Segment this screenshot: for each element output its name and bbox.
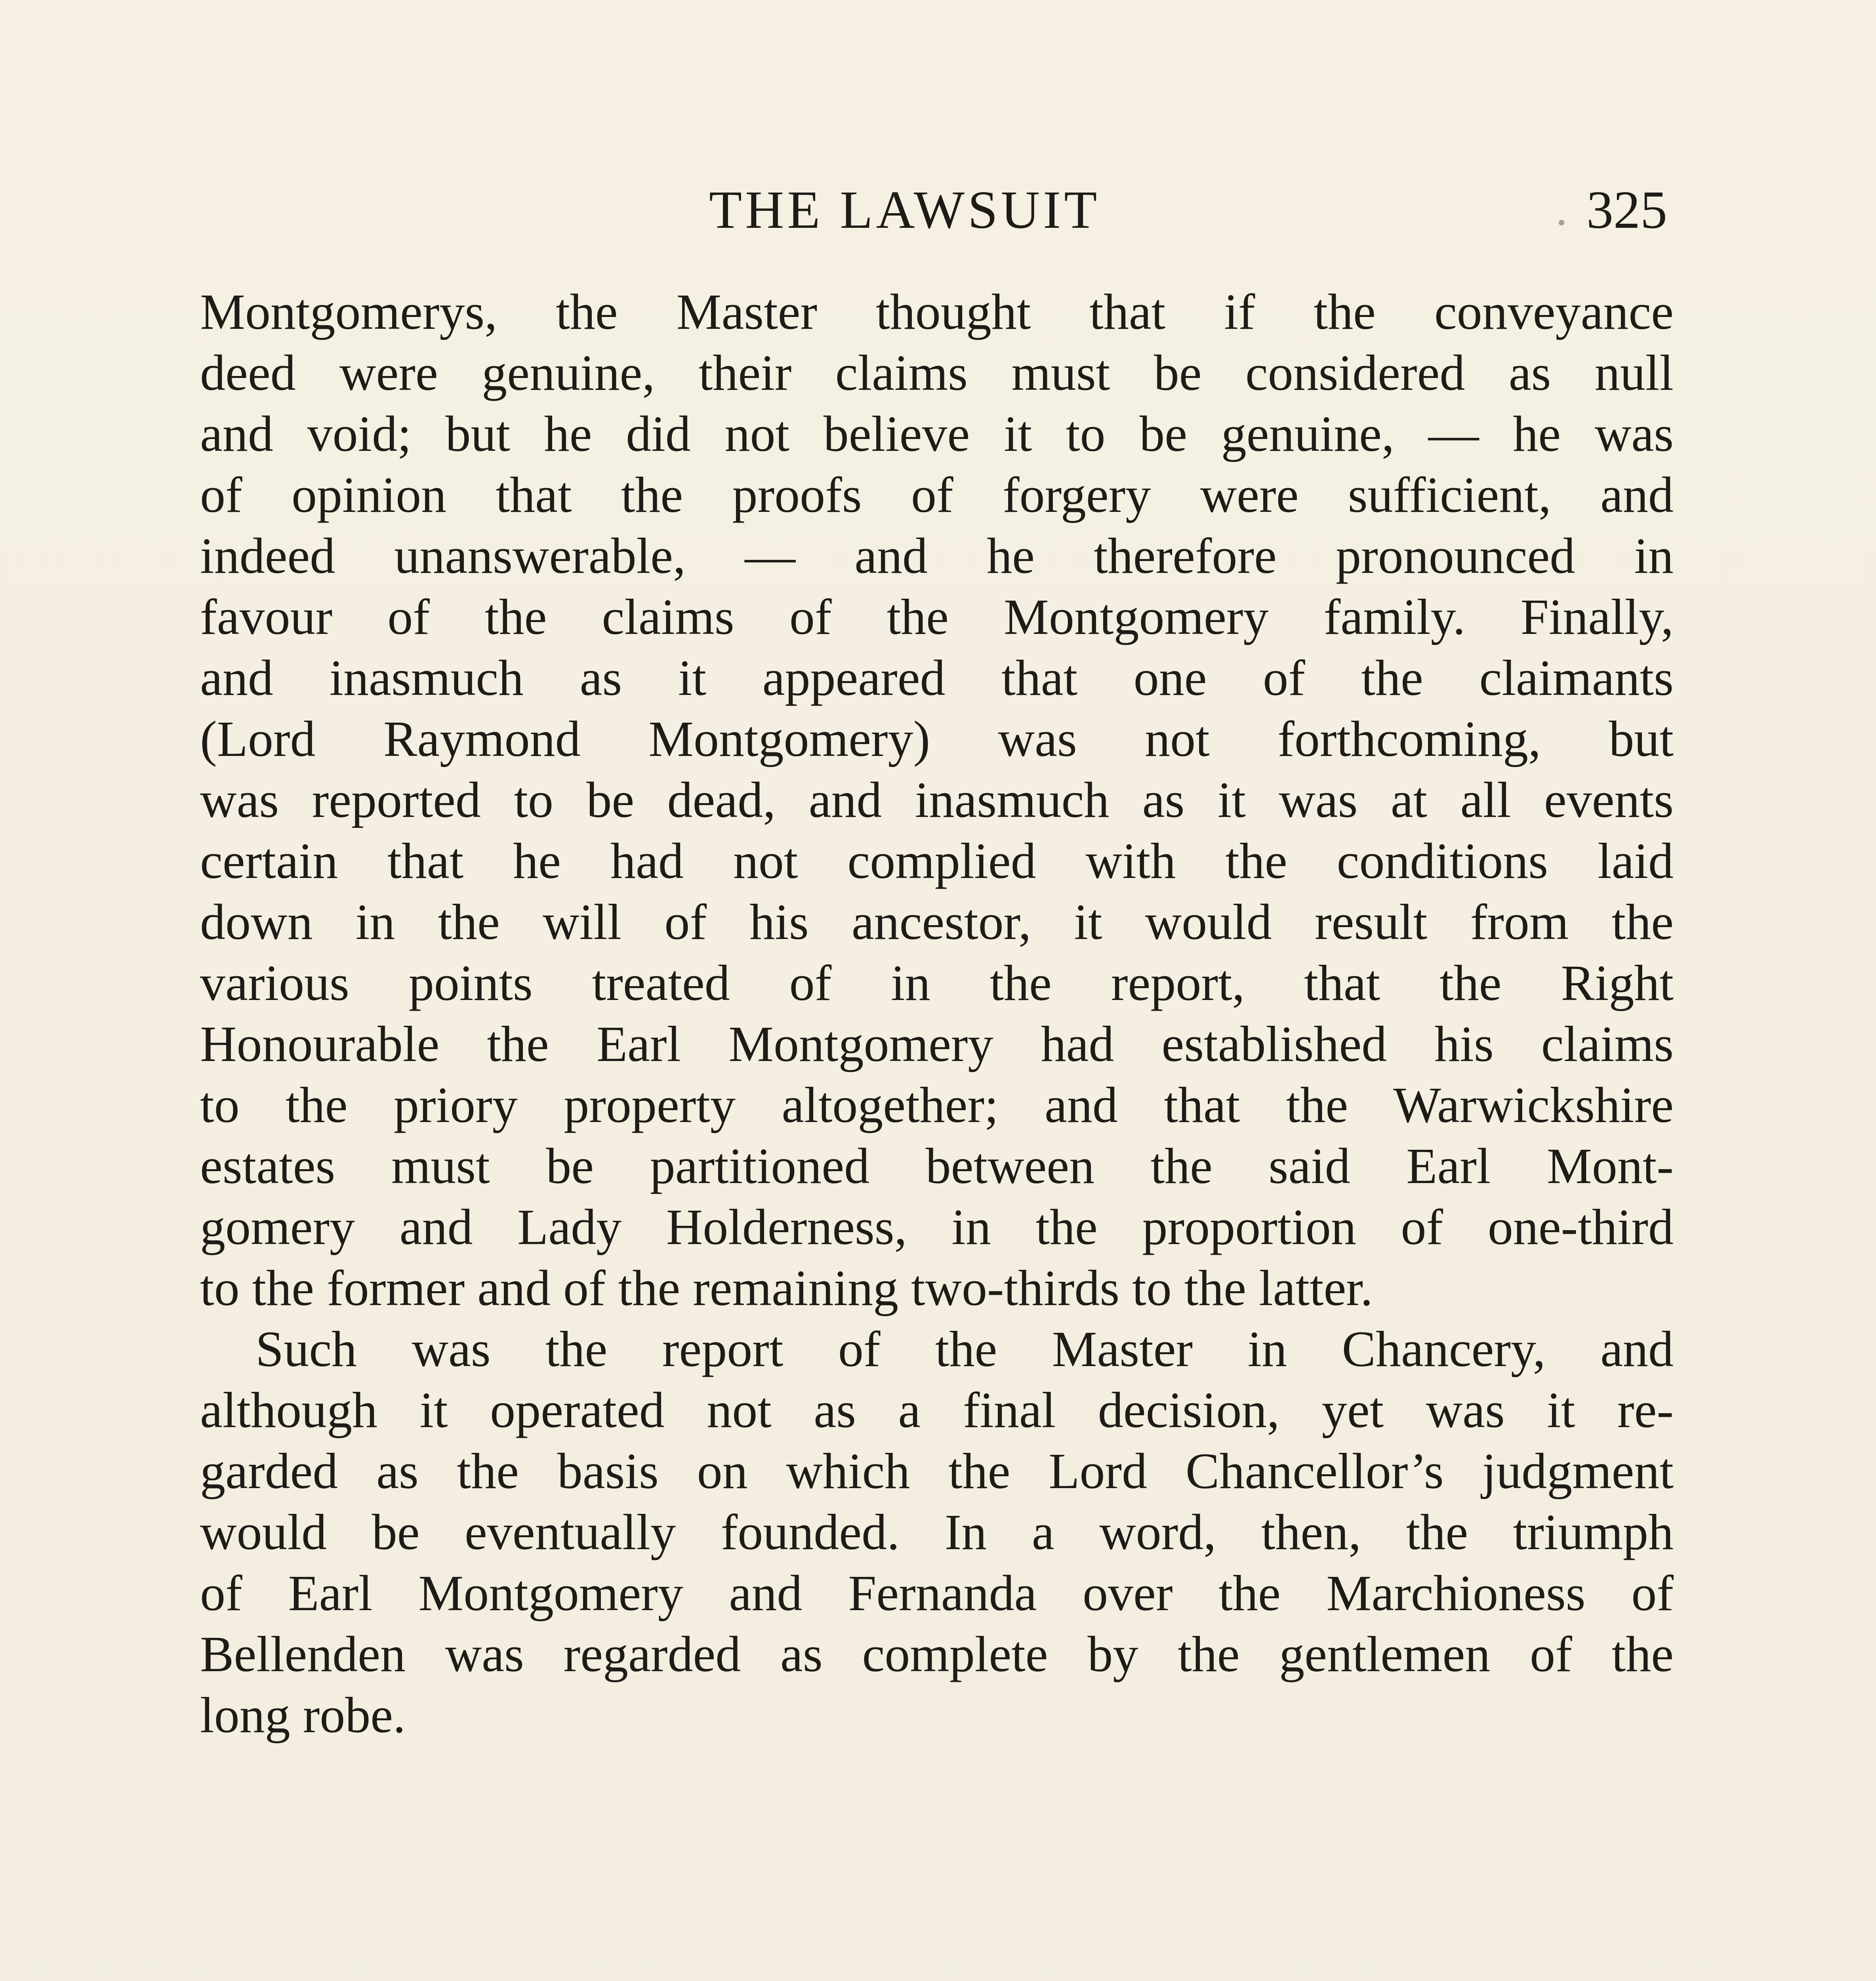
running-head	[0, 170, 1876, 250]
text-line: of opinion that the proofs of forgery were sufficient, and	[200, 467, 1674, 523]
text-line: deed were genuine, their claims must be considered as null	[200, 345, 1674, 401]
text-line: would be eventually founded. In a word, then, the triumph	[200, 1504, 1674, 1560]
text-line: and void; but he did not believe it to be genuine, — he was	[200, 406, 1674, 462]
text-line: gomery and Lady Holderness, in the proportion of one-third	[200, 1199, 1674, 1255]
text-line: Montgomerys, the Master thought that if the conveyance	[200, 284, 1674, 340]
text-line: garded as the basis on which the Lord Chancellor’s judgment	[200, 1443, 1674, 1499]
text-line: favour of the claims of the Montgomery family. Finally,	[200, 589, 1674, 645]
text-line: certain that he had not complied with the conditions laid	[200, 833, 1674, 889]
text-line: Bellenden was regarded as complete by the gentlemen of the	[200, 1626, 1674, 1682]
text-line: was reported to be dead, and inasmuch as it was at all events	[200, 772, 1674, 828]
text-line: various points treated of in the report, that the Right	[200, 955, 1674, 1011]
running-title: THE LAWSUIT	[709, 180, 1100, 240]
text-line: to the priory property altogether; and that the Warwickshire	[200, 1077, 1674, 1133]
text-line: estates must be partitioned between the said Earl Mont-	[200, 1138, 1674, 1194]
text-line: down in the will of his ancestor, it would result from the	[200, 894, 1674, 950]
text-line: (Lord Raymond Montgomery) was not forthcoming, but	[200, 711, 1674, 767]
text-line: and inasmuch as it appeared that one of the claimants	[200, 650, 1674, 706]
body-text	[200, 281, 1674, 1746]
text-line: of Earl Montgomery and Fernanda over the Marchioness of	[200, 1565, 1674, 1621]
paragraph-end-line: to the former and of the remaining two-thirds to the latter.	[200, 1260, 1373, 1316]
text-line: Honourable the Earl Montgomery had established his claims	[200, 1016, 1674, 1072]
text-line: although it operated not as a final decision, yet was it re-	[200, 1382, 1674, 1438]
paper-speck	[1559, 220, 1564, 225]
paragraph-first-line: Such was the report of the Master in Chancery, and	[255, 1321, 1674, 1377]
page-number: 325	[1586, 180, 1667, 240]
text-line: indeed unanswerable, — and he therefore pronounced in	[200, 528, 1674, 584]
paragraph-end-line: long robe.	[200, 1687, 406, 1743]
